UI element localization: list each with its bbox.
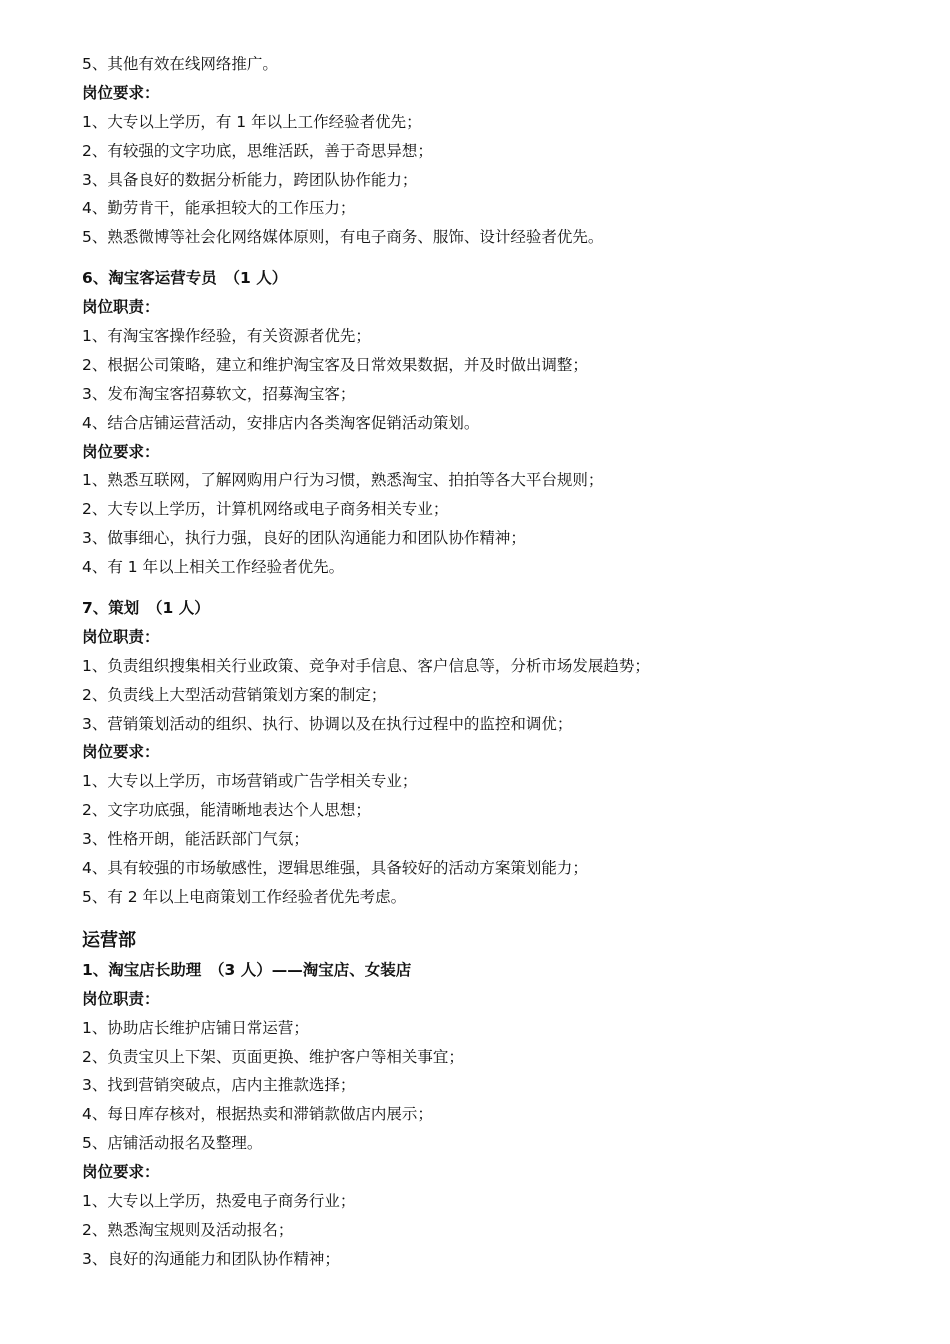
list-item: 3、性格开朗，能活跃部门气氛；: [82, 830, 309, 849]
subsection-label: 岗位职责：: [82, 989, 160, 1008]
list-item: 4、有 1 年以上相关工作经验者优先。: [82, 558, 345, 577]
list-item: 1、协助店长维护店铺日常运营；: [82, 1018, 309, 1037]
list-item: 2、负责线上大型活动营销策划方案的制定；: [82, 685, 387, 704]
list-item: 5、店铺活动报名及整理。: [82, 1134, 263, 1153]
list-item: 3、具备良好的数据分析能力，跨团队协作能力；: [82, 170, 418, 189]
list-item: 1、大专以上学历，市场营销或广告学相关专业；: [82, 772, 418, 791]
list-item: 5、熟悉微博等社会化网络媒体原则，有电子商务、服饰、设计经验者优先。: [82, 228, 604, 247]
job-title-heading: 7、策划 （1 人）: [82, 599, 210, 618]
list-item: 5、其他有效在线网络推广。: [82, 55, 278, 73]
subsection-label: 岗位要求：: [82, 743, 160, 762]
list-item: 2、有较强的文字功底，思维活跃，善于奇思异想；: [82, 141, 433, 160]
list-item: 1、有淘宝客操作经验，有关资源者优先；: [82, 327, 371, 346]
list-item: 2、根据公司策略，建立和维护淘宝客及日常效果数据，并及时做出调整；: [82, 355, 588, 374]
list-item: 2、负责宝贝上下架、页面更换、维护客户等相关事宜；: [82, 1047, 464, 1066]
subsection-label: 岗位要求：: [82, 1163, 160, 1182]
list-item: 4、具有较强的市场敏感性，逻辑思维强，具备较好的活动方案策划能力；: [82, 859, 588, 878]
list-item: 1、大专以上学历，热爱电子商务行业；: [82, 1191, 356, 1210]
list-item: 4、结合店铺运营活动，安排店内各类淘客促销活动策划。: [82, 413, 480, 432]
subsection-label: 岗位职责：: [82, 298, 160, 317]
list-item: 3、良好的沟通能力和团队协作精神；: [82, 1249, 340, 1268]
job-title-heading: 1、淘宝店长助理 （3 人）——淘宝店、女装店: [82, 960, 412, 979]
list-item: 3、营销策划活动的组织、执行、协调以及在执行过程中的监控和调优；: [82, 714, 573, 733]
job-title-heading: 6、淘宝客运营专员 （1 人）: [82, 269, 288, 288]
list-item: 2、大专以上学历，计算机网络或电子商务相关专业；: [82, 500, 449, 519]
list-item: 3、做事细心，执行力强，良好的团队沟通能力和团队协作精神；: [82, 529, 526, 548]
list-item: 4、每日库存核对，根据热卖和滞销款做店内展示；: [82, 1105, 433, 1124]
list-item: 1、大专以上学历，有 1 年以上工作经验者优先；: [82, 112, 422, 131]
list-item: 2、文字功底强，能清晰地表达个人思想；: [82, 801, 371, 820]
list-item: 1、熟悉互联网，了解网购用户行为习惯，熟悉淘宝、拍拍等各大平台规则；: [82, 471, 604, 490]
department-heading: 运营部: [82, 929, 136, 951]
list-item: 5、有 2 年以上电商策划工作经验者优先考虑。: [82, 887, 407, 906]
list-item: 1、负责组织搜集相关行业政策、竞争对手信息、客户信息等，分析市场发展趋势；: [82, 656, 650, 675]
list-item: 3、找到营销突破点，店内主推款选择；: [82, 1076, 356, 1095]
subsection-label: 岗位要求：: [82, 83, 160, 102]
subsection-label: 岗位要求：: [82, 442, 160, 461]
list-item: 3、发布淘宝客招募软文，招募淘宝客；: [82, 384, 356, 403]
subsection-label: 岗位职责：: [82, 627, 160, 646]
list-item: 4、勤劳肯干，能承担较大的工作压力；: [82, 199, 356, 218]
document-page: [82, 50, 912, 1274]
list-item: 2、熟悉淘宝规则及活动报名；: [82, 1220, 294, 1239]
